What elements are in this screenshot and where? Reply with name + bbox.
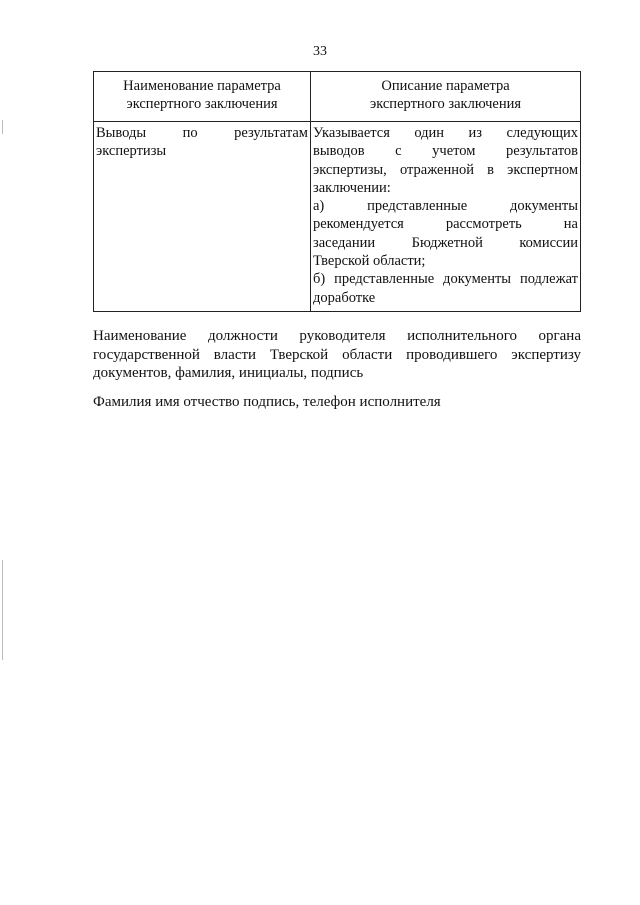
cell-line: заседании Бюджетной комиссии bbox=[313, 234, 578, 251]
margin-mark bbox=[2, 560, 3, 660]
cell-parameter-name bbox=[94, 122, 311, 312]
signature-line: государственной власти Тверской области проводившего экспертизу bbox=[93, 346, 581, 363]
cell-line: выводов с учетом результатов bbox=[313, 143, 578, 160]
cell-line: б) представленные документы подлежат bbox=[313, 271, 578, 288]
cell-line: Указывается один из следующих bbox=[313, 125, 578, 141]
header-line: Описание параметра bbox=[381, 78, 510, 94]
cell-line: а) представленные документы bbox=[313, 198, 578, 215]
cell-line: рекомендуется рассмотреть на bbox=[313, 216, 578, 233]
header-line: экспертного заключения bbox=[126, 96, 278, 113]
cell-line: экспертизы, отраженной в экспертном bbox=[313, 161, 578, 178]
cell-line: Тверской области; bbox=[313, 253, 426, 270]
header-line: экспертного заключения bbox=[369, 96, 522, 113]
cell-line: Выводы по результатам bbox=[96, 125, 308, 141]
page-number: 33 bbox=[313, 44, 327, 59]
table-header-row bbox=[94, 72, 581, 122]
cell-line: заключении: bbox=[313, 179, 391, 196]
table-row bbox=[94, 122, 581, 312]
column-header-parameter-name bbox=[94, 72, 311, 122]
expert-conclusion-table bbox=[93, 71, 581, 312]
cell-line: экспертизы bbox=[96, 143, 167, 160]
cell-line: доработке bbox=[313, 289, 376, 306]
column-header-parameter-description bbox=[311, 72, 581, 122]
executor-line: Фамилия имя отчество подпись, телефон исполнителя bbox=[93, 394, 441, 410]
header-line: Наименование параметра bbox=[123, 78, 281, 94]
signature-line: Наименование должности руководителя исполнительного органа bbox=[93, 328, 581, 344]
signature-block bbox=[93, 327, 581, 383]
cell-parameter-description bbox=[311, 122, 581, 312]
margin-mark bbox=[2, 120, 3, 134]
signature-line: документов, фамилия, инициалы, подпись bbox=[93, 365, 364, 381]
